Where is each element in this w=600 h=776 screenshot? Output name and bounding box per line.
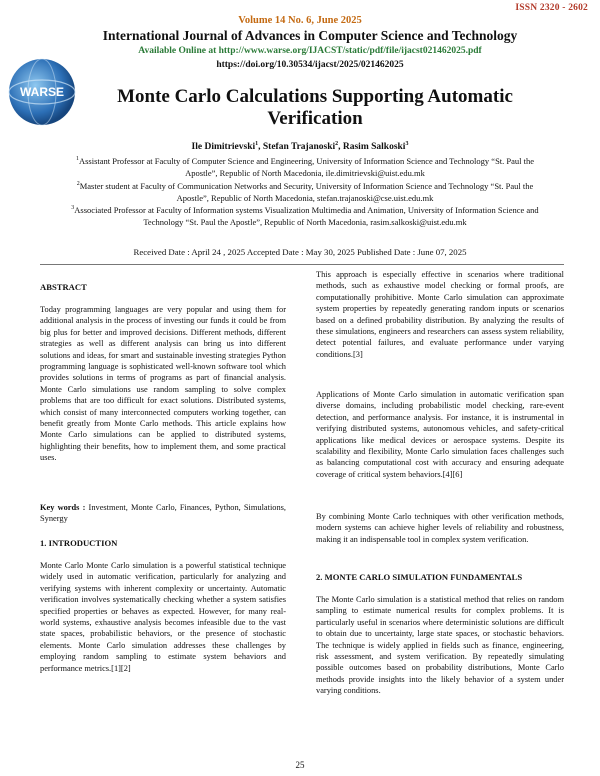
- intro-heading: 1. INTRODUCTION: [40, 538, 118, 548]
- issn: ISSN 2320 - 2602: [515, 3, 588, 13]
- paragraph: This approach is especially effective in scenarios where traditional methods, such as exhaustive model checking or formal proofs, are computationally prohibitive. Monte Carlo simulation can approximate system properties by repeatedly generating random inputs or scenarios based on a defined probability distribution. By analyzing the results of these simulations, engineers and researchers can assess system reliability, detect potential failures, and evaluate performance under varying conditions.[3]: [316, 270, 564, 359]
- doi-link[interactable]: https://doi.org/10.30534/ijacst/2025/021462025: [216, 60, 404, 70]
- author-name: Stefan Trajanoski: [262, 142, 336, 152]
- paper-title: Monte Carlo Calculations Supporting Automatic Verification: [117, 86, 513, 129]
- page-number: 25: [295, 760, 305, 770]
- dates-line: Received Date : April 24 , 2025 Accepted Date : May 30, 2025 Published Date : June 07, 2025: [133, 247, 467, 257]
- abstract-text: Today programming languages are very popular and using them for additional analysis in the process of investing our funds it could be from big plus for better and improved decisions. Different methods, different strategies as well as different analysis can bring us into different solutions and ideas, for smart and sustainable investing strategies Python programming language is sophisticated well-known software tool which provides solutions in terms of programs as part of financial analysis. Monte Carlo simulations use random sampling to solve complex problems that are too difficult for exact solutions. Distributed systems, which consist of many interconnected computers working together, can benefit greatly from Monte Carlo methods. This article explains how Monte Carlo simulations can be applied to distributed systems, highlighting their benefits, how to implement them, and some practical uses.: [40, 305, 286, 463]
- affiliation-3: $^3$Associated Professor at Faculty of Information systems Visualization Multimedia and Animation, University of Information Science and Technology “St. Paul the Apostle”, Republic of North Macedonia, rasim.salkoski@uist.edu.mk: [71, 205, 539, 227]
- section-2-heading: 2. MONTE CARLO SIMULATION FUNDAMENTALS: [316, 572, 523, 582]
- author-name: Ile Dimitrievski: [191, 142, 256, 152]
- affiliation-2: $^2$Master student at Faculty of Communication Networks and Security, University of Information Science and Technology “St. Paul the Apostle”, Republic of North Macedonia, stefan.trajanoski@cse.uist.edu.mk: [76, 181, 534, 203]
- available-link[interactable]: Available Online at http://www.warse.org/IJACST/static/pdf/file/ijacst021462025.pdf: [138, 46, 482, 56]
- paragraph: Applications of Monte Carlo simulation in automatic verification span diverse domains, including probabilistic model checking, rare-event detection, and performance analysis. For instance, it is instrumental in verifying distributed systems, autonomous vehicles, and safety-critical applications like medical devices or aerospace systems. Despite its scalability and flexibility, Monte Carlo simulation faces challenges such as balancing computational cost with accuracy and ensuring adequate coverage of critical system behaviors.[4][6]: [316, 390, 564, 479]
- divider: [40, 264, 564, 265]
- logo-text: WARSE: [19, 85, 65, 99]
- journal-name: International Journal of Advances in Computer Science and Technology: [102, 28, 518, 43]
- volume-line: Volume 14 No. 6, June 2025: [238, 15, 362, 26]
- intro-text: Monte Carlo Monte Carlo simulation is a powerful statistical technique widely used in automatic verification, particularly for analyzing and verifying systems with inherent complexity or uncertainty. Automatic verification involves systematically checking whether a system satisfies specified properties or behaves as expected. However, for many real-world systems, exhaustive analysis becomes infeasible due to the vast state spaces, probabilistic behaviors, or the presence of stochastic elements. Monte Carlo simulation addresses these challenges by employing random sampling to estimate system behaviors and performance metrics.[1][2]: [40, 561, 286, 673]
- author-list: Ile Dimitrievski$^1$, Stefan Trajanoski$^2$, Rasim Salkoski$^3$: [191, 140, 409, 152]
- paragraph: The Monte Carlo simulation is a statistical method that relies on random sampling to estimate numerical results for complex problems. It is particularly useful in scenarios where deterministic solutions are difficult to obtain due to uncertainty, large state spaces, or stochastic behaviors. The technique is widely applied in fields such as finance, engineering, risk assessment, and system verification. By repeatedly simulating possible outcomes based on probability distributions, Monte Carlo methods provide insights into the likely behavior of a system under varying conditions.: [316, 595, 564, 696]
- keywords: Key words : Investment, Monte Carlo, Finances, Python, Simulations, Synergy: [40, 503, 286, 524]
- paragraph: By combining Monte Carlo techniques with other verification methods, modern systems can achieve higher levels of reliability and robustness, making it an indispensable tool in complex system verification.: [316, 512, 564, 544]
- author-name: Rasim Salkoski: [342, 142, 406, 152]
- affiliation-1: $^1$Assistant Professor at Faculty of Computer Science and Engineering, University of Information Science and Technology “St. Paul the Apostle”, Republic of North Macedonia, ile.dimitrievski@uist.edu.mk: [75, 156, 535, 178]
- abstract-heading: ABSTRACT: [40, 282, 87, 292]
